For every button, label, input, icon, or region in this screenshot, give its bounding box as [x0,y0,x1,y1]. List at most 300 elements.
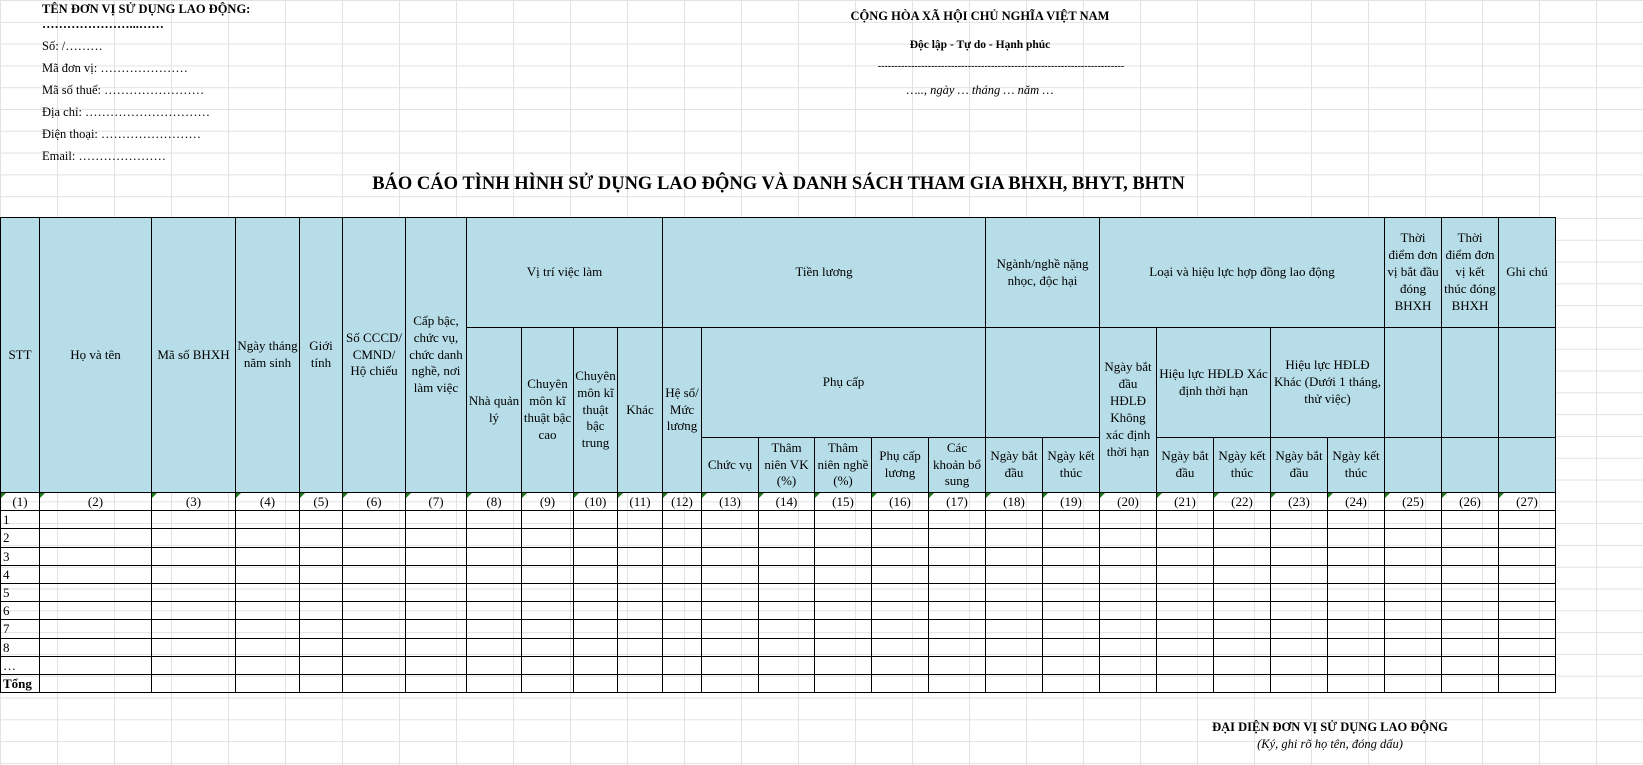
table-cell[interactable] [343,656,406,674]
col-extra-payments: Các khoản bổ sung [929,438,986,493]
column-number: (16) [872,493,929,511]
table-cell[interactable] [300,565,343,583]
col-position-allowance: Chức vụ [702,438,759,493]
table-cell[interactable] [702,511,759,529]
table-cell[interactable] [815,547,872,565]
table-cell[interactable] [986,529,1043,547]
total-cell[interactable] [40,674,152,692]
table-cell[interactable] [406,656,467,674]
total-cell[interactable] [1214,674,1271,692]
column-number: (14) [759,493,815,511]
table-cell[interactable] [152,620,236,638]
table-cell[interactable] [1214,656,1271,674]
col-bhxh-code: Mã số BHXH [152,218,236,493]
total-cell[interactable] [152,674,236,692]
row-index[interactable]: … [1,656,40,674]
table-cell[interactable] [759,583,815,601]
total-cell[interactable] [1100,674,1157,692]
table-cell[interactable] [1214,529,1271,547]
table-cell[interactable] [1100,638,1157,656]
table-cell[interactable] [1214,511,1271,529]
table-cell[interactable] [1385,529,1442,547]
table-cell[interactable] [343,547,406,565]
table-cell[interactable] [815,511,872,529]
row-index[interactable]: 7 [1,620,40,638]
table-cell[interactable] [663,565,702,583]
table-cell[interactable] [236,511,300,529]
table-cell[interactable] [1328,511,1385,529]
table-cell[interactable] [1271,583,1328,601]
table-cell[interactable] [759,565,815,583]
table-cell[interactable] [343,620,406,638]
table-cell[interactable] [1043,511,1100,529]
table-cell[interactable] [929,656,986,674]
table-cell[interactable] [522,511,574,529]
table-cell[interactable] [702,529,759,547]
table-cell[interactable] [406,602,467,620]
table-cell[interactable] [618,638,663,656]
row-index[interactable]: 3 [1,547,40,565]
table-cell[interactable] [152,547,236,565]
table-cell[interactable] [1385,638,1442,656]
table-cell[interactable] [618,547,663,565]
table-cell[interactable] [986,656,1043,674]
column-number: (26) [1442,493,1499,511]
table-cell[interactable] [522,602,574,620]
table-cell[interactable] [40,620,152,638]
table-cell[interactable] [300,529,343,547]
table-cell[interactable] [663,638,702,656]
table-cell[interactable] [872,529,929,547]
total-cell[interactable] [522,674,574,692]
table-cell[interactable] [663,529,702,547]
table-cell[interactable] [1214,583,1271,601]
table-cell[interactable] [1271,656,1328,674]
table-cell[interactable] [1385,565,1442,583]
table-cell[interactable] [574,602,618,620]
row-index[interactable]: 6 [1,602,40,620]
table-cell[interactable] [1271,638,1328,656]
unit-code: Mã đơn vị: ………………… [42,61,188,75]
table-cell[interactable] [152,638,236,656]
table-cell[interactable] [574,529,618,547]
table-cell[interactable] [1499,620,1556,638]
table-cell[interactable] [1442,602,1499,620]
table-cell[interactable] [152,656,236,674]
table-cell[interactable] [663,656,702,674]
total-cell[interactable] [872,674,929,692]
table-cell[interactable] [1385,511,1442,529]
total-cell[interactable] [618,674,663,692]
table-cell[interactable] [1271,565,1328,583]
table-cell[interactable] [1100,529,1157,547]
total-cell[interactable] [1271,674,1328,692]
table-cell[interactable] [40,638,152,656]
table-cell[interactable] [236,602,300,620]
table-cell[interactable] [759,638,815,656]
table-cell[interactable] [929,638,986,656]
table-cell[interactable] [236,547,300,565]
table-cell[interactable] [1043,565,1100,583]
table-cell[interactable] [663,511,702,529]
document-number: Số: /……… [42,39,103,53]
table-cell[interactable] [702,565,759,583]
table-cell[interactable] [1328,602,1385,620]
total-cell[interactable] [343,674,406,692]
table-cell[interactable] [300,547,343,565]
table-cell[interactable] [1214,620,1271,638]
table-cell[interactable] [1214,638,1271,656]
table-cell[interactable] [929,547,986,565]
table-cell[interactable] [152,602,236,620]
table-cell[interactable] [1442,583,1499,601]
date-line: ….., ngày … tháng … năm … [906,83,1054,97]
table-cell[interactable] [574,656,618,674]
table-cell[interactable] [343,638,406,656]
table-cell[interactable] [663,602,702,620]
total-cell[interactable] [1385,674,1442,692]
table-cell[interactable] [236,565,300,583]
table-cell[interactable] [406,511,467,529]
total-cell[interactable] [1499,674,1556,692]
table-cell[interactable] [815,602,872,620]
table-cell[interactable] [467,547,522,565]
table-cell[interactable] [343,511,406,529]
table-cell[interactable] [343,583,406,601]
table-cell[interactable] [759,602,815,620]
table-cell[interactable] [929,583,986,601]
table-cell[interactable] [152,511,236,529]
total-cell[interactable] [702,674,759,692]
table-cell[interactable] [236,638,300,656]
table-cell[interactable] [467,638,522,656]
table-body [1,493,1556,693]
table-cell[interactable] [929,511,986,529]
table-cell[interactable] [300,602,343,620]
table-cell[interactable] [618,583,663,601]
table-cell[interactable] [574,511,618,529]
table-cell[interactable] [522,656,574,674]
table-cell[interactable] [574,638,618,656]
table-cell[interactable] [343,602,406,620]
table-cell[interactable] [872,602,929,620]
table-cell[interactable] [1214,602,1271,620]
table-cell[interactable] [1328,565,1385,583]
table-cell[interactable] [702,620,759,638]
col-coefficient: Hệ số/ Mức lương [663,328,702,493]
table-cell[interactable] [236,583,300,601]
table-cell[interactable] [1157,656,1214,674]
col-seniority-job: Thâm niên nghề (%) [815,438,872,493]
total-cell[interactable] [236,674,300,692]
table-cell[interactable] [1100,656,1157,674]
table-cell[interactable] [1157,511,1214,529]
col-contract: Loại và hiệu lực hợp đồng lao động [1100,218,1385,328]
table-cell[interactable] [406,565,467,583]
table-cell[interactable] [1442,511,1499,529]
total-cell[interactable] [1442,674,1499,692]
table-cell[interactable] [152,565,236,583]
table-cell[interactable] [467,529,522,547]
table-cell[interactable] [872,583,929,601]
table-cell[interactable] [663,583,702,601]
table-cell[interactable] [815,620,872,638]
table-cell[interactable] [1100,511,1157,529]
table-cell[interactable] [1385,583,1442,601]
table-cell[interactable] [815,529,872,547]
table-cell[interactable] [40,547,152,565]
table-cell[interactable] [1442,565,1499,583]
table-cell[interactable] [300,511,343,529]
tax-code: Mã số thuế: …………………… [42,83,205,97]
table-cell[interactable] [40,656,152,674]
table-cell[interactable] [1100,565,1157,583]
table-cell[interactable] [522,583,574,601]
table-cell[interactable] [618,565,663,583]
table-cell[interactable] [618,529,663,547]
table-cell[interactable] [1442,547,1499,565]
table-cell[interactable] [152,529,236,547]
table-cell[interactable] [1100,620,1157,638]
phone: Điện thoại: …………………… [42,127,202,141]
table-cell[interactable] [1271,529,1328,547]
table-cell[interactable] [467,620,522,638]
table-cell[interactable] [929,529,986,547]
table-cell[interactable] [759,529,815,547]
table-cell[interactable] [759,620,815,638]
table-cell[interactable] [929,565,986,583]
total-cell[interactable] [986,674,1043,692]
table-cell[interactable] [1157,547,1214,565]
table-cell[interactable] [522,529,574,547]
table-cell[interactable] [1328,583,1385,601]
column-number: (24) [1328,493,1385,511]
table-cell[interactable] [618,602,663,620]
column-number: (21) [1157,493,1214,511]
table-cell[interactable] [759,547,815,565]
table-cell[interactable] [1271,602,1328,620]
table-cell[interactable] [152,583,236,601]
table-cell[interactable] [986,620,1043,638]
column-number: (22) [1214,493,1271,511]
col-gender: Giới tính [300,218,343,493]
row-index[interactable]: 4 [1,565,40,583]
table-cell[interactable] [702,602,759,620]
table-cell[interactable] [1385,620,1442,638]
table-cell[interactable] [522,638,574,656]
national-motto: Độc lập - Tự do - Hạnh phúc [909,39,1051,51]
table-cell[interactable] [872,547,929,565]
table-cell[interactable] [815,638,872,656]
table-cell[interactable] [1499,547,1556,565]
table-cell[interactable] [574,547,618,565]
table-cell[interactable] [1214,565,1271,583]
table-cell[interactable] [618,620,663,638]
table-cell[interactable] [1100,547,1157,565]
table-cell[interactable] [1271,511,1328,529]
table-cell[interactable] [759,656,815,674]
row-index[interactable]: 8 [1,638,40,656]
table-cell[interactable] [574,583,618,601]
table-cell[interactable] [1499,602,1556,620]
table-cell[interactable] [40,529,152,547]
total-cell[interactable] [1043,674,1100,692]
table-cell[interactable] [467,583,522,601]
table-cell[interactable] [1271,620,1328,638]
table-cell[interactable] [1157,583,1214,601]
col-note-blank2 [1499,438,1556,493]
total-cell[interactable] [1157,674,1214,692]
table-cell[interactable] [522,547,574,565]
table-cell[interactable] [1385,602,1442,620]
table-cell[interactable] [1043,656,1100,674]
table-cell[interactable] [1043,620,1100,638]
table-cell[interactable] [467,565,522,583]
col-stt: STT [1,218,40,493]
table-cell[interactable] [40,565,152,583]
table-row [1,638,1556,656]
table-cell[interactable] [618,656,663,674]
table-cell[interactable] [986,547,1043,565]
table-cell[interactable] [522,565,574,583]
table-cell[interactable] [406,638,467,656]
table-cell[interactable] [1499,638,1556,656]
table-cell[interactable] [236,656,300,674]
table-cell[interactable] [300,583,343,601]
table-cell[interactable] [986,638,1043,656]
col-seniority-vk: Thâm niên VK (%) [759,438,815,493]
table-cell[interactable] [1043,602,1100,620]
table-cell[interactable] [663,620,702,638]
table-cell[interactable] [815,565,872,583]
table-cell[interactable] [1385,656,1442,674]
total-cell[interactable] [574,674,618,692]
table-cell[interactable] [1100,583,1157,601]
table-cell[interactable] [574,620,618,638]
table-cell[interactable] [986,511,1043,529]
total-cell[interactable] [467,674,522,692]
table-cell[interactable] [663,547,702,565]
table-cell[interactable] [1328,529,1385,547]
table-cell[interactable] [1214,547,1271,565]
table-cell[interactable] [522,620,574,638]
table-cell[interactable] [1499,511,1556,529]
table-cell[interactable] [872,620,929,638]
row-index[interactable]: 5 [1,583,40,601]
table-cell[interactable] [702,656,759,674]
table-cell[interactable] [1157,620,1214,638]
total-cell[interactable] [815,674,872,692]
table-cell[interactable] [40,583,152,601]
table-cell[interactable] [343,565,406,583]
table-cell[interactable] [986,583,1043,601]
table-cell[interactable] [759,511,815,529]
table-cell[interactable] [343,529,406,547]
table-cell[interactable] [1385,547,1442,565]
col-job-position: Vị trí việc làm [467,218,663,328]
total-cell[interactable] [759,674,815,692]
table-cell[interactable] [1157,602,1214,620]
table-cell[interactable] [236,620,300,638]
table-cell[interactable] [40,511,152,529]
table-cell[interactable] [467,602,522,620]
table-cell[interactable] [872,511,929,529]
table-cell[interactable] [1328,638,1385,656]
table-cell[interactable] [406,529,467,547]
table-cell[interactable] [986,565,1043,583]
table-cell[interactable] [300,656,343,674]
total-cell[interactable] [300,674,343,692]
table-cell[interactable] [1043,583,1100,601]
table-cell[interactable] [702,547,759,565]
row-index[interactable]: 2 [1,529,40,547]
table-cell[interactable] [1328,620,1385,638]
table-cell[interactable] [1499,565,1556,583]
table-cell[interactable] [702,583,759,601]
table-cell[interactable] [406,620,467,638]
table-cell[interactable] [300,638,343,656]
col-bhxh-start: Thời điểm đơn vị bắt đầu đóng BHXH [1385,218,1442,328]
column-number: (9) [522,493,574,511]
table-cell[interactable] [1499,583,1556,601]
table-cell[interactable] [1499,529,1556,547]
table-cell[interactable] [815,583,872,601]
table-cell[interactable] [574,565,618,583]
table-cell[interactable] [300,620,343,638]
table-cell[interactable] [872,565,929,583]
col-hazardous-job: Ngành/nghề nặng nhọc, độc hại [986,218,1100,328]
table-cell[interactable] [1442,529,1499,547]
table-cell[interactable] [1157,529,1214,547]
table-cell[interactable] [1271,547,1328,565]
table-cell[interactable] [1043,638,1100,656]
table-cell[interactable] [236,529,300,547]
table-cell[interactable] [872,656,929,674]
table-cell[interactable] [40,602,152,620]
col-allowance: Phụ cấp [702,328,986,438]
table-cell[interactable] [1043,529,1100,547]
total-cell[interactable] [1328,674,1385,692]
table-cell[interactable] [1499,656,1556,674]
total-cell[interactable] [929,674,986,692]
table-cell[interactable] [406,547,467,565]
table-cell[interactable] [872,638,929,656]
table-cell[interactable] [702,638,759,656]
table-cell[interactable] [986,602,1043,620]
table-cell[interactable] [618,511,663,529]
table-cell[interactable] [406,583,467,601]
column-number: (2) [40,493,152,511]
table-row [1,620,1556,638]
table-cell[interactable] [1157,638,1214,656]
row-index[interactable]: 1 [1,511,40,529]
table-cell[interactable] [1442,638,1499,656]
table-cell[interactable] [1442,620,1499,638]
total-cell[interactable] [663,674,702,692]
table-cell[interactable] [1442,656,1499,674]
table-cell[interactable] [929,602,986,620]
table-cell[interactable] [467,511,522,529]
table-cell[interactable] [1328,547,1385,565]
table-cell[interactable] [929,620,986,638]
table-cell[interactable] [467,656,522,674]
table-cell[interactable] [1043,547,1100,565]
table-cell[interactable] [815,656,872,674]
table-cell[interactable] [1328,656,1385,674]
table-cell[interactable] [1100,602,1157,620]
table-cell[interactable] [1157,565,1214,583]
total-cell[interactable] [406,674,467,692]
